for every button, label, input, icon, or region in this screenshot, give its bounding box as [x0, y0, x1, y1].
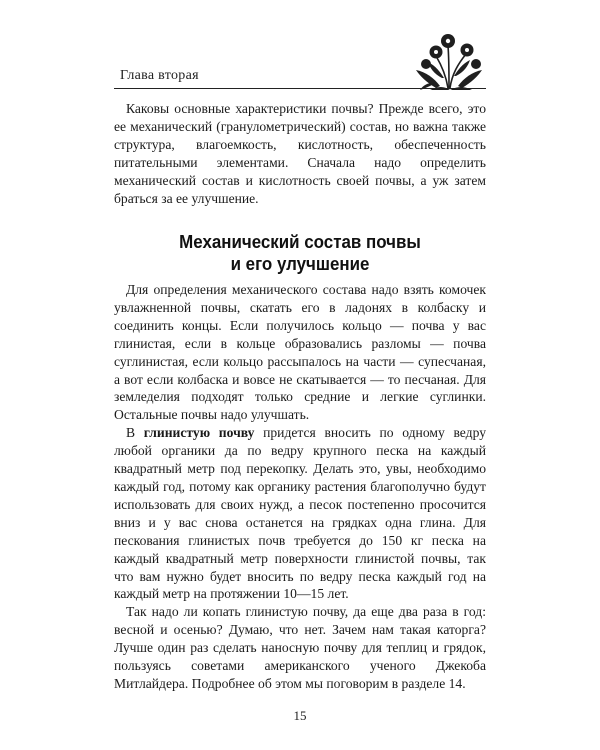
paragraph-1: Для определения механического состава надо взять комочек увлажненной почвы, скатать его в ладонях в колбаску и соединить концы. Если получилось кольцо — почва у вас глинистая, если в кольце образовались разломы — почва суглинистая, если кольцо рассыпалось на части — супесчаная, а вот если колбаска и вовсе не скатывается — то песчаная. Для земледелия подходят только средние и легкие суглинки. Остальные почвы надо улучшать.: [114, 282, 486, 423]
paragraph-2-emphasis: глинистую почву: [143, 425, 255, 441]
running-header: [114, 28, 486, 90]
page-number: 15: [293, 708, 307, 723]
intro-paragraph: Каковы основные характеристики почвы? Прежде всего, это ее механический (гранулометрический) состав, но важна также структура, влагоемкость, кислотность, обеспеченность питательными элементами. Сначала надо определить механический состав и кислотность своей почвы, а уж затем браться за ее улучшение.: [114, 101, 486, 206]
flower-ornament-icon: [406, 28, 490, 92]
body-text: [114, 281, 486, 693]
section-heading: [129, 231, 471, 275]
section-heading-line-2: и его улучшение: [230, 253, 370, 274]
paragraph-3: Так надо ли копать глинистую почву, да еще два раза в год: весной и осенью? Думаю, что нет. Зачем нам такая каторга? Лучше один раз сделать наносную почву для теплиц и грядок, пользуясь советами американского ученого Джекоба Митлайдера. Подробнее об этом мы поговорим в разделе 14.: [114, 604, 486, 691]
paragraph-2-lead: В: [126, 425, 144, 441]
section-heading-line-1: Механический состав почвы: [179, 231, 421, 252]
chapter-title: Глава вторая: [120, 68, 199, 83]
intro-text: [114, 100, 486, 207]
paragraph-2-rest: придется вносить по одному ведру любой органики да по ведру крупного песка на каждый квадратный метр под перекопку. Делать это, увы, необходимо каждый год, потому как органику растения благополучно будут использовать для своих нужд, а песок постепенно просочится вниз и у вас снова останется на грядках одна глина. Для пескования глинистых почв требуется до 150 кг песка на каждый квадратный метр поверхности глинистой почвы, так что вам нужно будет вносить по ведру песка каждый год на каждый метр на протяжении 10—15 лет.: [114, 425, 486, 602]
paragraph-2: [114, 424, 486, 603]
